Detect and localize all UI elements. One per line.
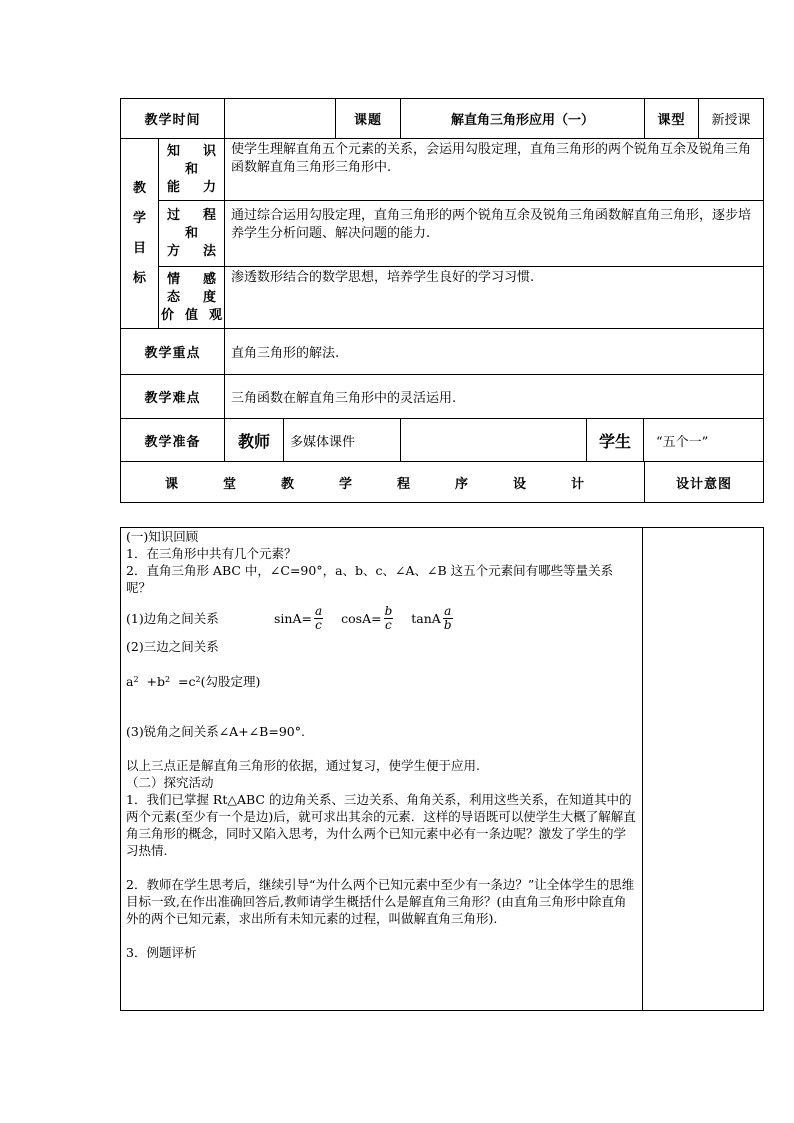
section-review-title: (一)知识回顾 <box>126 529 199 544</box>
objectives-label <box>121 139 159 329</box>
sin-fraction <box>314 605 323 632</box>
tan-denominator: b <box>443 617 452 632</box>
three-sides-label: (2)三边之间关系 <box>126 639 219 654</box>
label-line: 和 <box>185 161 199 177</box>
preparation-label: 教学准备 <box>121 419 225 462</box>
emotion-attitude-text: 渗透数形结合的数学思想，培养学生良好的学习习惯. <box>225 267 764 329</box>
lesson-type-value: 新授课 <box>699 99 764 139</box>
emotion-attitude-label <box>159 267 225 329</box>
teaching-time-value <box>225 99 336 139</box>
process-method-label <box>159 201 225 267</box>
objectives-char: 学 <box>132 210 146 226</box>
topic-value: 解直角三角形应用（一） <box>401 99 645 139</box>
pyth-note: (勾股定理) <box>200 674 261 689</box>
explore-step-3: 3．例题评析 <box>126 945 197 960</box>
cos-fraction <box>384 605 394 632</box>
summary-line: 以上三点正是解直角三角形的依据，通过复习，使学生便于应用. <box>126 758 480 773</box>
label-line: 能 力 <box>167 179 217 195</box>
lesson-content-table <box>120 527 764 1011</box>
key-points-label: 教学重点 <box>121 329 225 375</box>
pythagorean-theorem <box>126 673 637 690</box>
cos-denominator: c <box>385 617 392 632</box>
sin-denominator: c <box>315 617 322 632</box>
question-2: 2．直角三角形 ABC 中，∠C=90°，a、b、c、∠A、∠B 这五个元素间有哪些等量关系呢？ <box>126 563 614 595</box>
lesson-content-cell <box>121 528 643 1011</box>
tan-label: tanA <box>411 610 441 626</box>
lesson-type-label: 课型 <box>645 99 699 139</box>
student-label: 学生 <box>586 419 644 461</box>
sin-label: sinA= <box>274 610 312 626</box>
knowledge-skill-text: 使学生理解直角五个元素的关系，会运用勾股定理，直角三角形的两个锐角互余及锐角三角函数解直角三角形三角形中. <box>225 139 764 201</box>
student-cell <box>401 419 764 462</box>
student-value: “五个一” <box>656 434 709 450</box>
pyth-b: +b <box>146 674 165 689</box>
sin-numerator: a <box>314 603 323 618</box>
label-line: 和 <box>185 225 199 241</box>
objectives-char: 标 <box>132 270 146 286</box>
difficulties-label: 教学难点 <box>121 375 225 419</box>
difficulties-text: 三角函数在解直角三角形中的灵活运用. <box>225 375 764 419</box>
label-line: 价值观 <box>161 307 223 323</box>
label-line: 态 度 <box>167 289 217 305</box>
knowledge-skill-label <box>159 139 225 201</box>
section-explore-title: （二）探究活动 <box>126 775 214 790</box>
explore-step-1: 1．我们已掌握 Rt△ABC 的边角关系、三边关系、角角关系，利用这些关系，在知道其中的两个元素(至少有一个是边)后，就可求出其余的元素．这样的导语既可以使学生大概了解解直角三角形的概念，同时又陷入思考，为什么两个已知元素中必有一条边呢？激发了学生的学习热情. <box>126 792 636 858</box>
topic-label: 课题 <box>336 99 401 139</box>
design-intent-cell <box>643 528 764 1011</box>
pyth-exp: 2 <box>195 675 201 684</box>
side-angle-relations <box>126 600 637 636</box>
objectives-char: 目 <box>132 240 146 256</box>
pyth-a: a <box>126 674 134 689</box>
objectives-char: 教 <box>132 180 146 196</box>
cos-label: cosA= <box>341 610 382 626</box>
question-1: 1．在三角形中共有几个元素？ <box>126 546 297 561</box>
label-line: 过 程 <box>167 207 217 223</box>
label-line: 情 感 <box>167 271 217 287</box>
teacher-value: 多媒体课件 <box>290 434 356 450</box>
design-header-left: 课 堂 教 学 程 序 设 计 <box>121 462 645 503</box>
label-line: 知 识 <box>167 143 217 159</box>
cos-numerator: b <box>384 603 393 618</box>
pyth-exp: 2 <box>133 675 139 684</box>
tan-numerator: a <box>444 603 452 618</box>
teacher-cell <box>225 419 401 462</box>
teaching-time-label: 教学时间 <box>121 99 225 139</box>
design-header-right: 设计意图 <box>645 462 764 503</box>
pyth-exp: 2 <box>164 675 171 684</box>
tan-fraction <box>443 605 453 632</box>
explore-step-2: 2．教师在学生思考后，继续引导“为什么两个已知元素中至少有一条边？”让全体学生的思维目标一致,在作出准确回答后,教师请学生概括什么是解直角三角形？(由直角三角形中除直角外的两个已知元素，求出所有未知元素的过程，叫做解直角三角形). <box>126 877 635 926</box>
acute-angle-relation: (3)锐角之间关系∠A+∠B=90°. <box>126 724 305 739</box>
teacher-label: 教师 <box>225 419 284 461</box>
lesson-info-table <box>120 98 764 503</box>
process-method-text: 通过综合运用勾股定理，直角三角形的两个锐角互余及锐角三角函数解直角三角形，逐步培养学生分析问题、解决问题的能力. <box>225 201 764 267</box>
label-line: 方 法 <box>167 243 217 259</box>
pyth-c: =c <box>178 674 196 689</box>
side-angle-label: (1)边角之间关系 <box>126 610 219 626</box>
key-points-text: 直角三角形的解法. <box>225 329 764 375</box>
